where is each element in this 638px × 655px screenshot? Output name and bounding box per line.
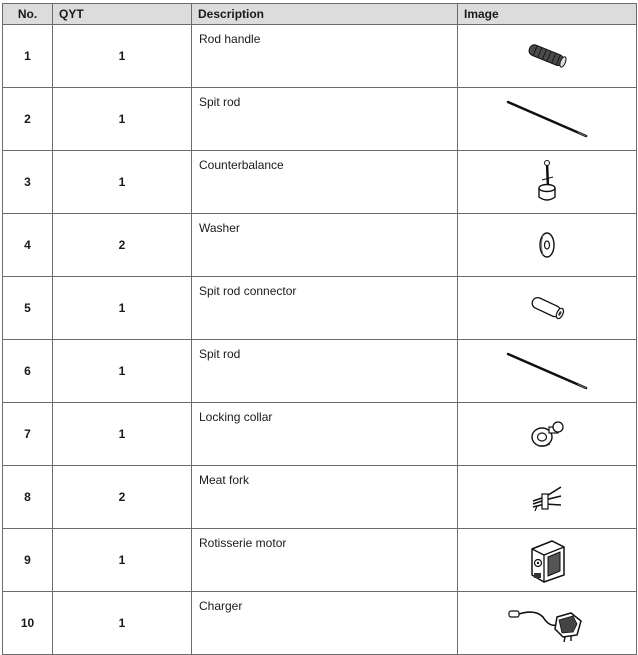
row-image — [458, 340, 637, 403]
locking-collar-icon — [525, 414, 569, 454]
row-description: Counterbalance — [192, 151, 458, 214]
table-row — [3, 592, 637, 655]
row-description: Spit rod connector — [192, 277, 458, 340]
row-no: 10 — [3, 592, 53, 655]
row-description: Spit rod — [192, 340, 458, 403]
header-qty: QYT — [53, 4, 192, 25]
row-qty: 1 — [53, 151, 192, 214]
spit-rod-icon — [502, 348, 592, 394]
rod-handle-icon — [517, 36, 577, 76]
row-no: 6 — [3, 340, 53, 403]
spit-rod-icon — [502, 96, 592, 142]
row-qty: 2 — [53, 466, 192, 529]
row-image — [458, 529, 637, 592]
row-no: 4 — [3, 214, 53, 277]
table-row — [3, 529, 637, 592]
parts-table — [2, 3, 637, 655]
row-qty: 1 — [53, 592, 192, 655]
row-no: 3 — [3, 151, 53, 214]
row-qty: 1 — [53, 88, 192, 151]
row-image — [458, 151, 637, 214]
row-no: 1 — [3, 25, 53, 88]
header-no: No. — [3, 4, 53, 25]
table-row — [3, 277, 637, 340]
row-qty: 1 — [53, 340, 192, 403]
row-description: Meat fork — [192, 466, 458, 529]
row-qty: 1 — [53, 529, 192, 592]
washer-icon — [532, 225, 562, 265]
row-image — [458, 592, 637, 655]
table-row — [3, 214, 637, 277]
row-image — [458, 403, 637, 466]
header-row — [3, 4, 637, 25]
header-description: Description — [192, 4, 458, 25]
row-no: 8 — [3, 466, 53, 529]
row-description: Washer — [192, 214, 458, 277]
table-row — [3, 151, 637, 214]
row-qty: 1 — [53, 403, 192, 466]
row-no: 9 — [3, 529, 53, 592]
row-description: Spit rod — [192, 88, 458, 151]
row-qty: 2 — [53, 214, 192, 277]
row-description: Charger — [192, 592, 458, 655]
table-row — [3, 25, 637, 88]
table-row — [3, 466, 637, 529]
table-row — [3, 403, 637, 466]
row-description: Locking collar — [192, 403, 458, 466]
row-qty: 1 — [53, 25, 192, 88]
row-description: Rotisserie motor — [192, 529, 458, 592]
row-image — [458, 466, 637, 529]
meat-fork-icon — [525, 477, 569, 517]
counterbalance-icon — [527, 157, 567, 207]
rotisserie-motor-icon — [524, 535, 570, 585]
row-image — [458, 277, 637, 340]
row-no: 5 — [3, 277, 53, 340]
row-no: 7 — [3, 403, 53, 466]
row-image — [458, 25, 637, 88]
table-row — [3, 340, 637, 403]
row-description: Rod handle — [192, 25, 458, 88]
row-no: 2 — [3, 88, 53, 151]
table-row — [3, 88, 637, 151]
row-qty: 1 — [53, 277, 192, 340]
header-image: Image — [458, 4, 637, 25]
charger-icon — [507, 603, 587, 643]
row-image — [458, 88, 637, 151]
row-image — [458, 214, 637, 277]
spit-rod-connector-icon — [522, 290, 572, 326]
